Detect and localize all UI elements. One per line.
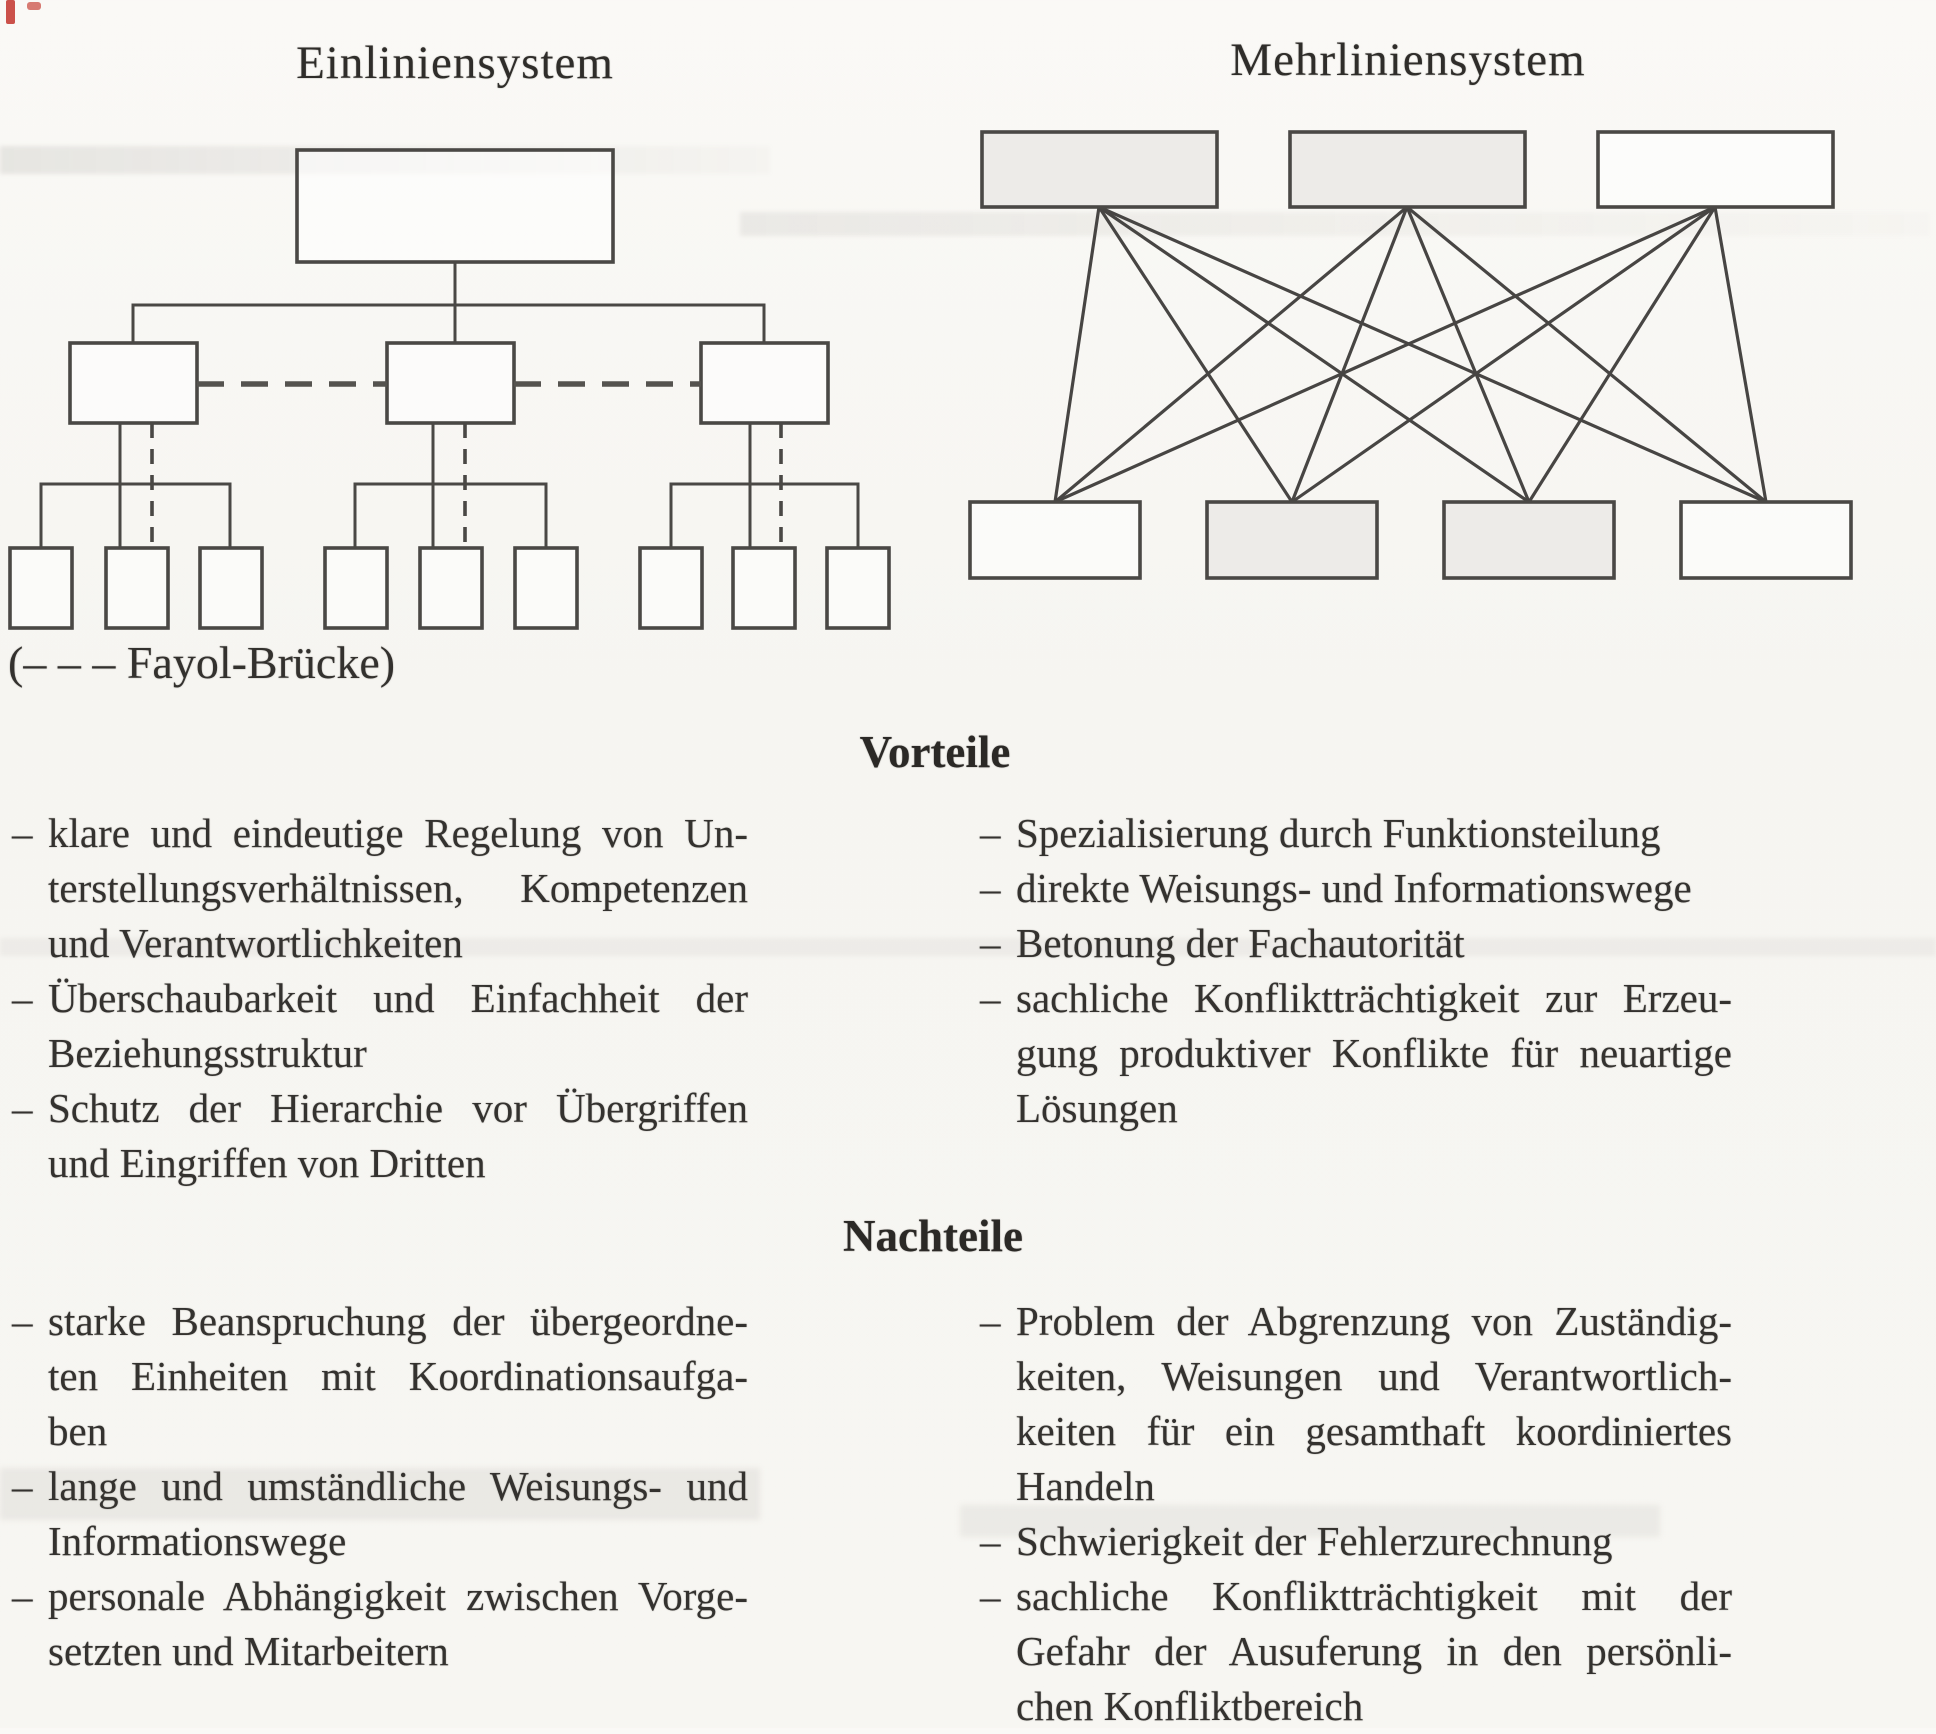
connector-lines xyxy=(671,423,858,548)
dash-bullet: – xyxy=(980,920,1001,966)
list-item-line: Beziehungsstruktur xyxy=(48,1030,367,1076)
org-unit-box xyxy=(106,548,168,628)
org-unit-box xyxy=(387,343,514,423)
list-item-line: gung produktiver Konflikte für neuartige xyxy=(1016,1030,1732,1076)
list-item-line: Informationswege xyxy=(48,1518,347,1564)
list-item xyxy=(12,806,748,971)
list-item xyxy=(980,806,1732,861)
fayol-bridge-caption: (– – – Fayol-Brücke) xyxy=(8,637,396,688)
multi-line-links xyxy=(1055,207,1766,502)
dash-bullet: – xyxy=(12,975,33,1021)
org-unit-box xyxy=(70,343,197,423)
connector-lines xyxy=(133,262,764,343)
list-item-line: Handeln xyxy=(1016,1463,1155,1509)
org-unit-box xyxy=(733,548,795,628)
list-item-line: lange und umständliche Weisungs- und xyxy=(48,1463,748,1509)
list-item-line: Betonung der Fachautorität xyxy=(1016,920,1465,966)
mehrlinien-chart xyxy=(970,132,1851,578)
org-unit-box xyxy=(200,548,262,628)
nachteile-heading: Nachteile xyxy=(843,1211,1023,1261)
org-diagrams xyxy=(0,0,1936,700)
org-unit-box xyxy=(297,150,613,262)
list-item-line: personale Abhängigkeit zwischen Vorge- xyxy=(48,1573,748,1619)
vorteile-left-list xyxy=(12,806,748,1191)
list-item-line: Problem der Abgrenzung von Zuständig- xyxy=(1016,1298,1732,1344)
list-item-line: keiten für ein gesamthaft koordiniertes xyxy=(1016,1408,1732,1454)
list-item xyxy=(12,971,748,1081)
list-item-line: sachliche Konfliktträchtigkeit zur Erzeu- xyxy=(1016,975,1732,1021)
dash-bullet: – xyxy=(980,975,1001,1021)
dash-bullet: – xyxy=(12,1085,33,1131)
list-item-line: ben xyxy=(48,1408,108,1454)
list-item-line: klare und eindeutige Regelung von Un- xyxy=(48,810,748,856)
list-item-line: und Eingriffen von Dritten xyxy=(48,1140,486,1186)
list-item xyxy=(980,971,1732,1136)
org-unit-box xyxy=(640,548,702,628)
list-item-line: Überschaubarkeit und Einfachheit der xyxy=(48,975,748,1021)
org-unit-box xyxy=(827,548,889,628)
dash-bullet: – xyxy=(980,865,1001,911)
list-item xyxy=(12,1459,748,1569)
list-item-line: sachliche Konfliktträchtigkeit mit der xyxy=(1016,1573,1732,1619)
list-item xyxy=(12,1294,748,1459)
nachteile-left-list xyxy=(12,1294,748,1679)
org-unit-box xyxy=(982,132,1217,207)
connector-lines xyxy=(355,423,546,548)
org-unit-box xyxy=(1444,502,1614,578)
dash-bullet: – xyxy=(12,1573,33,1619)
list-item-line: ten Einheiten mit Koordinationsaufga- xyxy=(48,1353,748,1399)
list-item-line: Lösungen xyxy=(1016,1085,1178,1131)
list-item xyxy=(980,861,1732,916)
list-item-line: setzten und Mitarbeitern xyxy=(48,1628,449,1674)
vorteile-heading: Vorteile xyxy=(859,727,1011,777)
org-unit-box xyxy=(1598,132,1833,207)
right-diagram-title: Mehrliniensystem xyxy=(1230,34,1586,86)
list-item xyxy=(12,1569,748,1679)
nachteile-right-list xyxy=(980,1294,1732,1734)
left-diagram-title: Einliniensystem xyxy=(296,37,614,89)
einlinien-chart xyxy=(10,150,889,628)
vorteile-right-list xyxy=(980,806,1732,1136)
dash-bullet: – xyxy=(980,1573,1001,1619)
org-unit-box xyxy=(420,548,482,628)
org-unit-box xyxy=(701,343,828,423)
org-unit-box xyxy=(1681,502,1851,578)
dash-bullet: – xyxy=(12,810,33,856)
list-item-line: starke Beanspruchung der übergeordne- xyxy=(48,1298,748,1344)
list-item-line: Gefahr der Ausuferung in den persönli- xyxy=(1016,1628,1732,1674)
org-unit-box xyxy=(515,548,577,628)
list-item-line: direkte Weisungs- und Informationswege xyxy=(1016,865,1692,911)
list-item xyxy=(980,916,1732,971)
list-item xyxy=(980,1569,1732,1734)
list-item-line: chen Konfliktbereich xyxy=(1016,1683,1364,1729)
list-item-line: Schwierigkeit der Fehlerzurechnung xyxy=(1016,1518,1613,1564)
dash-bullet: – xyxy=(980,1298,1001,1344)
dash-bullet: – xyxy=(980,810,1001,856)
connector-lines xyxy=(41,423,230,548)
org-unit-box xyxy=(325,548,387,628)
list-item-line: und Verantwortlichkeiten xyxy=(48,920,463,966)
dash-bullet: – xyxy=(980,1518,1001,1564)
list-item xyxy=(980,1514,1732,1569)
list-item-line: Spezialisierung durch Funktionsteilung xyxy=(1016,810,1661,856)
org-unit-box xyxy=(10,548,72,628)
org-unit-box xyxy=(1207,502,1377,578)
list-item xyxy=(980,1294,1732,1514)
list-item-line: keiten, Weisungen und Verantwortlich- xyxy=(1016,1353,1732,1399)
dash-bullet: – xyxy=(12,1463,33,1509)
list-item-line: Schutz der Hierarchie vor Übergriffen xyxy=(48,1085,748,1131)
org-unit-box xyxy=(970,502,1140,578)
org-unit-box xyxy=(1290,132,1525,207)
list-item-line: terstellungsverhältnissen, Kompetenzen xyxy=(48,865,748,911)
list-item xyxy=(12,1081,748,1191)
dash-bullet: – xyxy=(12,1298,33,1344)
